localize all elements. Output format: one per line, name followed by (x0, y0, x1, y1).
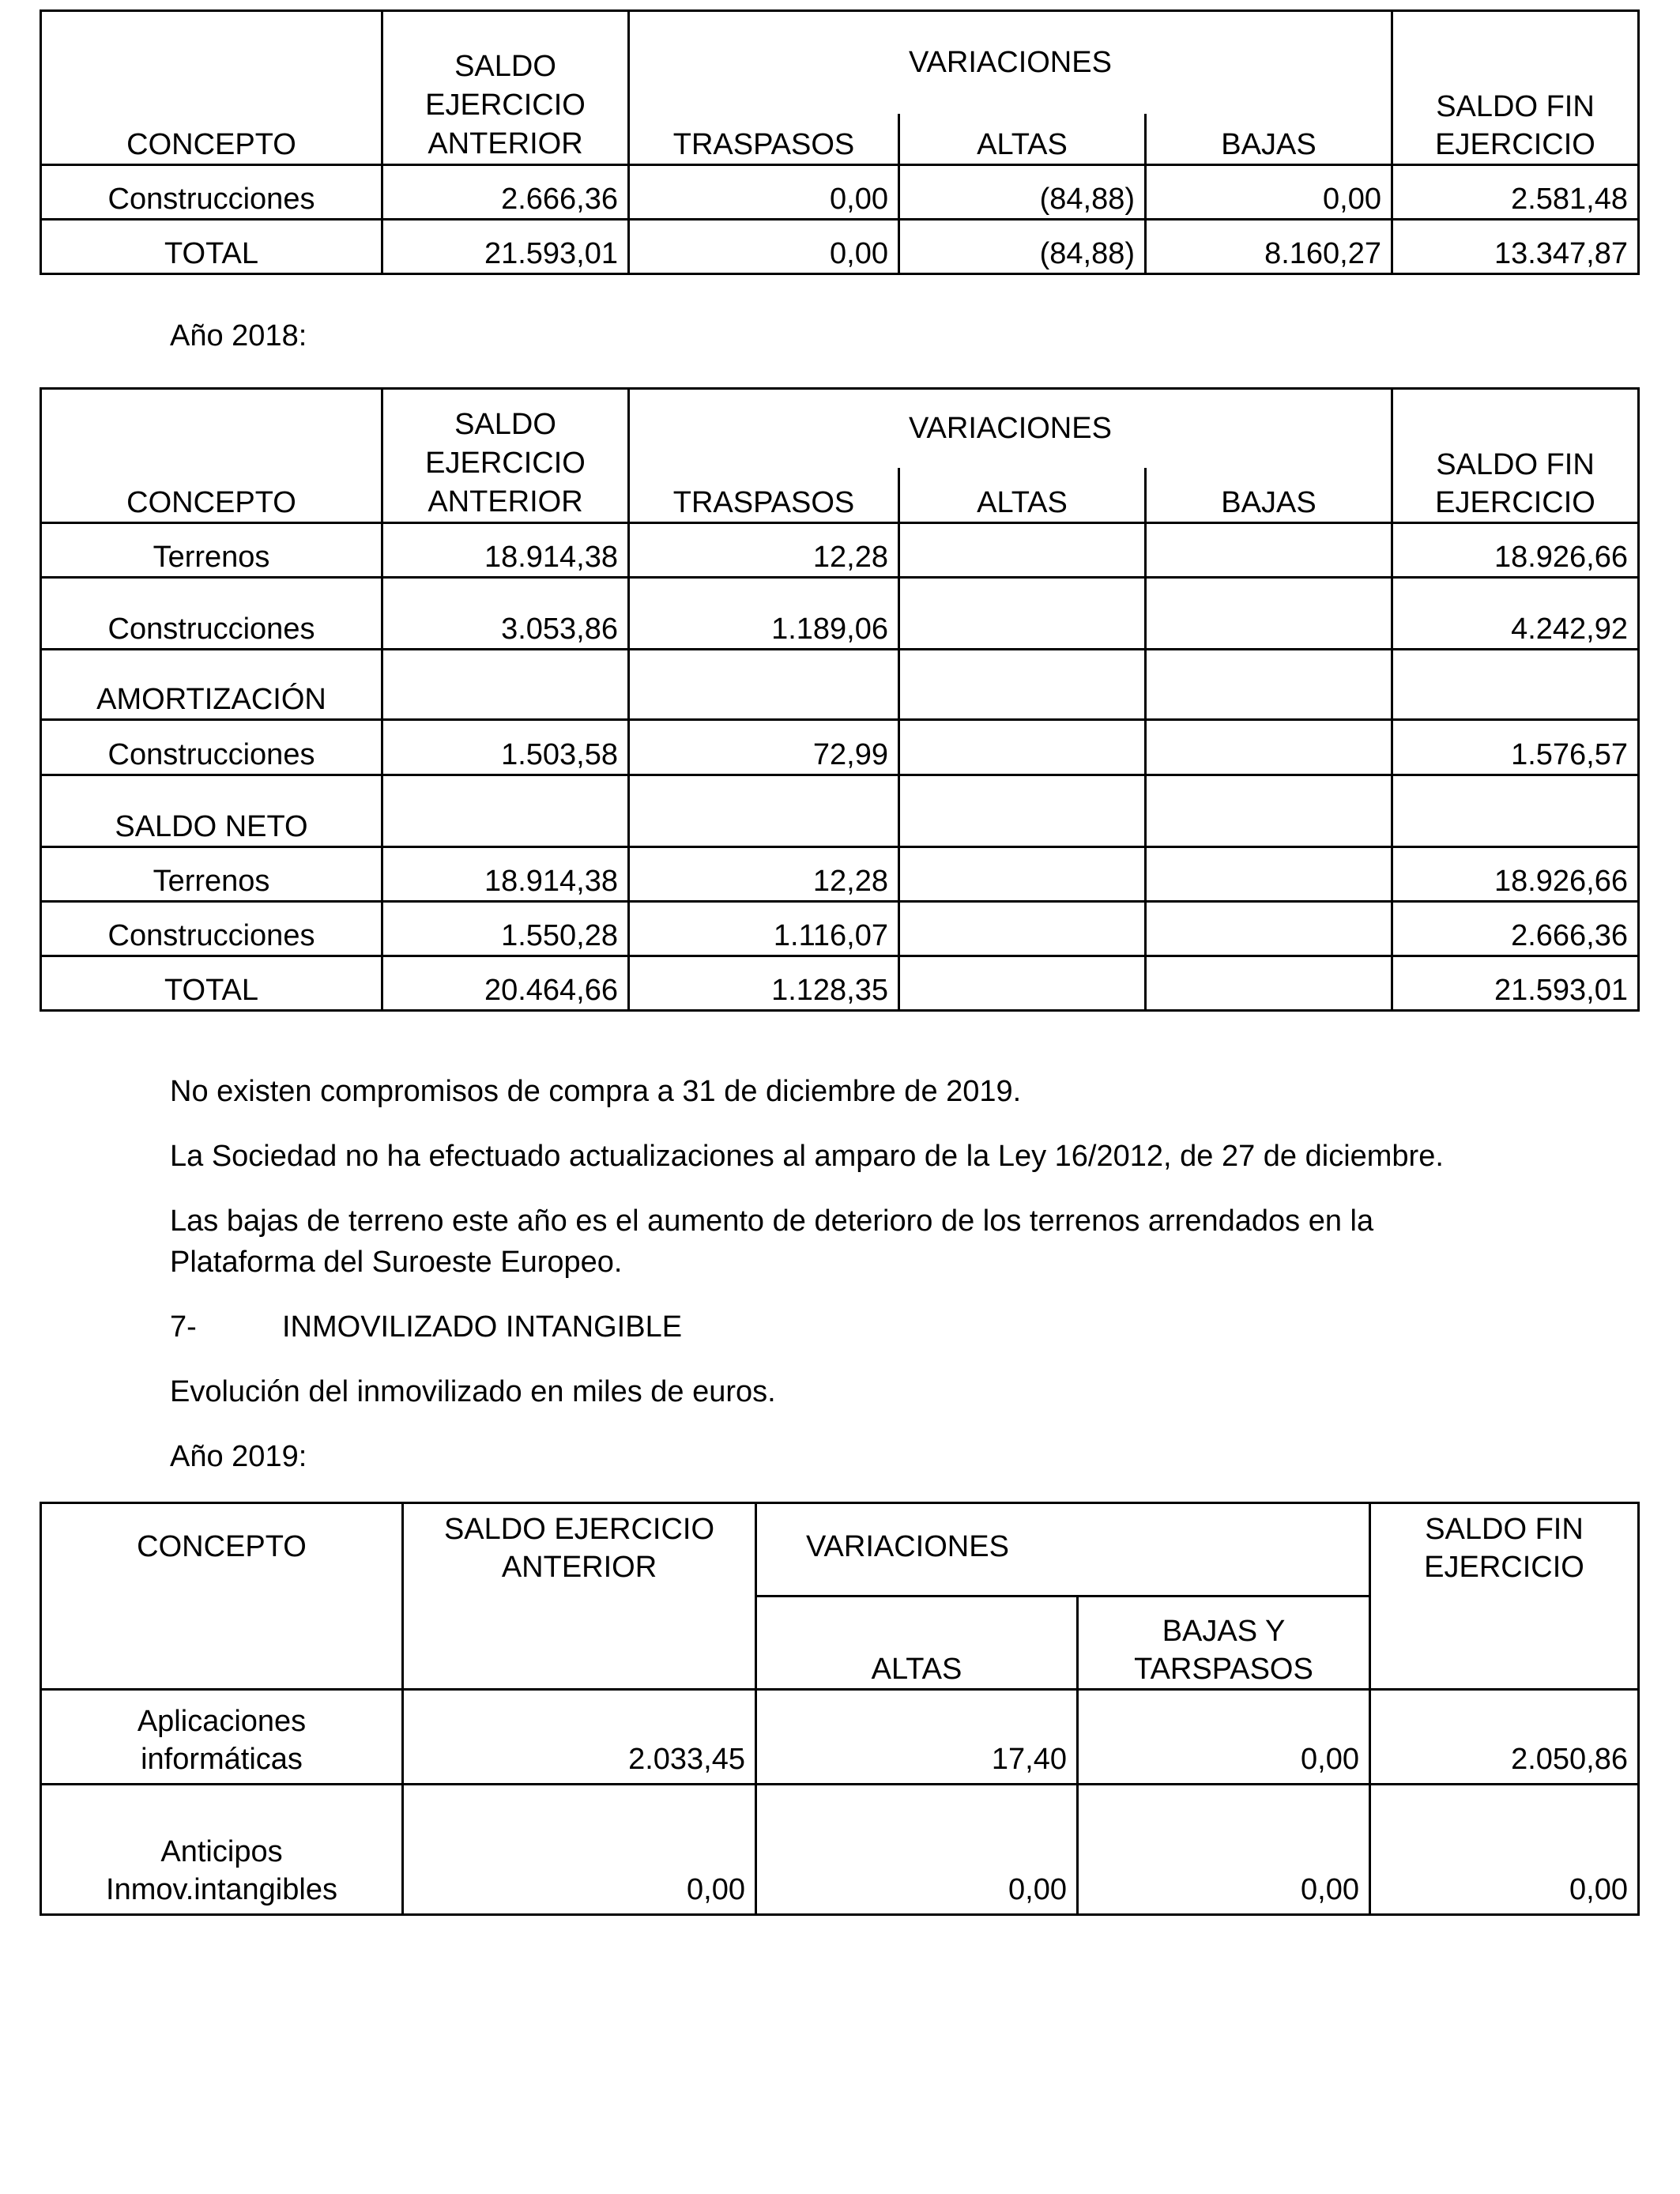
cell-bajas (1146, 523, 1392, 578)
cell-fin (1392, 775, 1639, 847)
cell-fin: 2.050,86 (1370, 1690, 1639, 1785)
table-row (41, 1690, 1639, 1785)
cell-concepto: TOTAL (41, 220, 382, 274)
header-concepto: CONCEPTO (41, 389, 382, 523)
cell-anterior: 3.053,86 (382, 578, 629, 650)
cell-bajas (1146, 956, 1392, 1011)
cell-bajas: 8.160,27 (1146, 220, 1392, 274)
cell-bajas: 0,00 (1146, 165, 1392, 220)
header-traspasos: TRASPASOS (629, 114, 899, 165)
table-2018 (40, 387, 1640, 1012)
cell-anterior: 1.550,28 (382, 902, 629, 956)
cell-concepto: Construcciones (41, 165, 382, 220)
cell-concepto: Terrenos (41, 847, 382, 902)
cell-anterior: 18.914,38 (382, 847, 629, 902)
header-bajas: BAJAS (1146, 468, 1392, 523)
cell-anterior: 2.033,45 (403, 1690, 756, 1785)
cell-traspasos: 1.116,07 (629, 902, 899, 956)
cell-anterior: 2.666,36 (382, 165, 629, 220)
cell-bajas (1146, 720, 1392, 775)
cell-anterior: 21.593,01 (382, 220, 629, 274)
cell-fin: 18.926,66 (1392, 847, 1639, 902)
table-row (41, 847, 1639, 902)
cell-concepto: Construcciones (41, 902, 382, 956)
header-variaciones: VARIACIONES (629, 11, 1392, 114)
cell-traspasos: 1.189,06 (629, 578, 899, 650)
cell-anterior: 1.503,58 (382, 720, 629, 775)
header-saldo-fin: SALDO FIN EJERCICIO (1392, 11, 1639, 165)
cell-altas: 0,00 (756, 1785, 1078, 1915)
paragraph-actualizaciones: La Sociedad no ha efectuado actualizaciones al amparo de la Ley 16/2012, de 27 de diciembre. (170, 1140, 1444, 1173)
cell-bajas (1146, 775, 1392, 847)
cell-altas (899, 578, 1146, 650)
header-saldo-fin: SALDO FIN EJERCICIO (1370, 1503, 1639, 1690)
cell-fin: 1.576,57 (1392, 720, 1639, 775)
cell-altas (899, 650, 1146, 720)
cell-anterior: 0,00 (403, 1785, 756, 1915)
cell-altas (899, 720, 1146, 775)
cell-traspasos: 1.128,35 (629, 956, 899, 1011)
header-traspasos: TRASPASOS (629, 468, 899, 523)
cell-fin: 21.593,01 (1392, 956, 1639, 1011)
cell-concepto: Aplicaciones informáticas (41, 1690, 403, 1785)
header-saldo-fin: SALDO FIN EJERCICIO (1392, 389, 1639, 523)
header-saldo-anterior: SALDO EJERCICIO ANTERIOR (382, 11, 629, 165)
cell-bajas (1146, 847, 1392, 902)
table-row (41, 220, 1639, 274)
cell-fin: 18.926,66 (1392, 523, 1639, 578)
year-2018-label: Año 2018: (170, 319, 307, 352)
cell-concepto: SALDO NETO (41, 775, 382, 847)
header-bajas-traspasos: BAJAS Y TARSPASOS (1078, 1596, 1370, 1690)
cell-bajas: 0,00 (1078, 1690, 1370, 1785)
cell-fin: 13.347,87 (1392, 220, 1639, 274)
cell-traspasos: 12,28 (629, 523, 899, 578)
cell-traspasos (629, 650, 899, 720)
cell-fin (1392, 650, 1639, 720)
cell-concepto: TOTAL (41, 956, 382, 1011)
header-altas: ALTAS (899, 114, 1146, 165)
cell-bajas: 0,00 (1078, 1785, 1370, 1915)
cell-altas: (84,88) (899, 220, 1146, 274)
cell-altas (899, 902, 1146, 956)
section-number: 7- (170, 1310, 197, 1344)
cell-concepto: AMORTIZACIÓN (41, 650, 382, 720)
cell-anterior (382, 650, 629, 720)
cell-altas: 17,40 (756, 1690, 1078, 1785)
cell-concepto: Construcciones (41, 578, 382, 650)
cell-fin: 2.581,48 (1392, 165, 1639, 220)
table-row (41, 523, 1639, 578)
table-row (41, 578, 1639, 650)
header-altas: ALTAS (756, 1596, 1078, 1690)
cell-concepto: Terrenos (41, 523, 382, 578)
year-2019-label: Año 2019: (170, 1440, 307, 1473)
table-intangible-2019 (40, 1502, 1640, 1916)
cell-altas (899, 956, 1146, 1011)
table-row (41, 956, 1639, 1011)
header-concepto: CONCEPTO (41, 1503, 403, 1690)
cell-anterior (382, 775, 629, 847)
header-saldo-anterior: SALDO EJERCICIO ANTERIOR (382, 389, 629, 523)
table-row (41, 1785, 1639, 1915)
paragraph-compromisos: No existen compromisos de compra a 31 de diciembre de 2019. (170, 1075, 1022, 1108)
cell-bajas (1146, 902, 1392, 956)
cell-altas (899, 775, 1146, 847)
cell-anterior: 20.464,66 (382, 956, 629, 1011)
header-concepto: CONCEPTO (41, 11, 382, 165)
cell-altas (899, 523, 1146, 578)
table-row (41, 720, 1639, 775)
cell-altas (899, 847, 1146, 902)
cell-bajas (1146, 650, 1392, 720)
cell-fin: 4.242,92 (1392, 578, 1639, 650)
cell-altas: (84,88) (899, 165, 1146, 220)
table-row (41, 165, 1639, 220)
cell-concepto: Construcciones (41, 720, 382, 775)
table-row-section (41, 650, 1639, 720)
cell-bajas (1146, 578, 1392, 650)
section-title: INMOVILIZADO INTANGIBLE (282, 1310, 683, 1344)
header-variaciones: VARIACIONES (629, 389, 1392, 468)
paragraph-bajas-terreno-line2: Plataforma del Suroeste Europeo. (170, 1246, 623, 1279)
cell-anterior: 18.914,38 (382, 523, 629, 578)
table-2019-continuation (40, 9, 1640, 275)
paragraph-bajas-terreno-line1: Las bajas de terreno este año es el aumento de deterioro de los terrenos arrendados en la (170, 1204, 1374, 1238)
cell-fin: 2.666,36 (1392, 902, 1639, 956)
cell-traspasos: 0,00 (629, 220, 899, 274)
header-saldo-anterior: SALDO EJERCICIO ANTERIOR (403, 1503, 756, 1690)
header-altas: ALTAS (899, 468, 1146, 523)
table-row (41, 902, 1639, 956)
paragraph-evolucion: Evolución del inmovilizado en miles de euros. (170, 1375, 776, 1408)
header-variaciones: VARIACIONES (756, 1503, 1370, 1596)
cell-traspasos: 12,28 (629, 847, 899, 902)
cell-concepto: Anticipos Inmov.intangibles (41, 1785, 403, 1915)
cell-fin: 0,00 (1370, 1785, 1639, 1915)
cell-traspasos: 72,99 (629, 720, 899, 775)
cell-traspasos: 0,00 (629, 165, 899, 220)
cell-traspasos (629, 775, 899, 847)
table-row-section (41, 775, 1639, 847)
header-bajas: BAJAS (1146, 114, 1392, 165)
